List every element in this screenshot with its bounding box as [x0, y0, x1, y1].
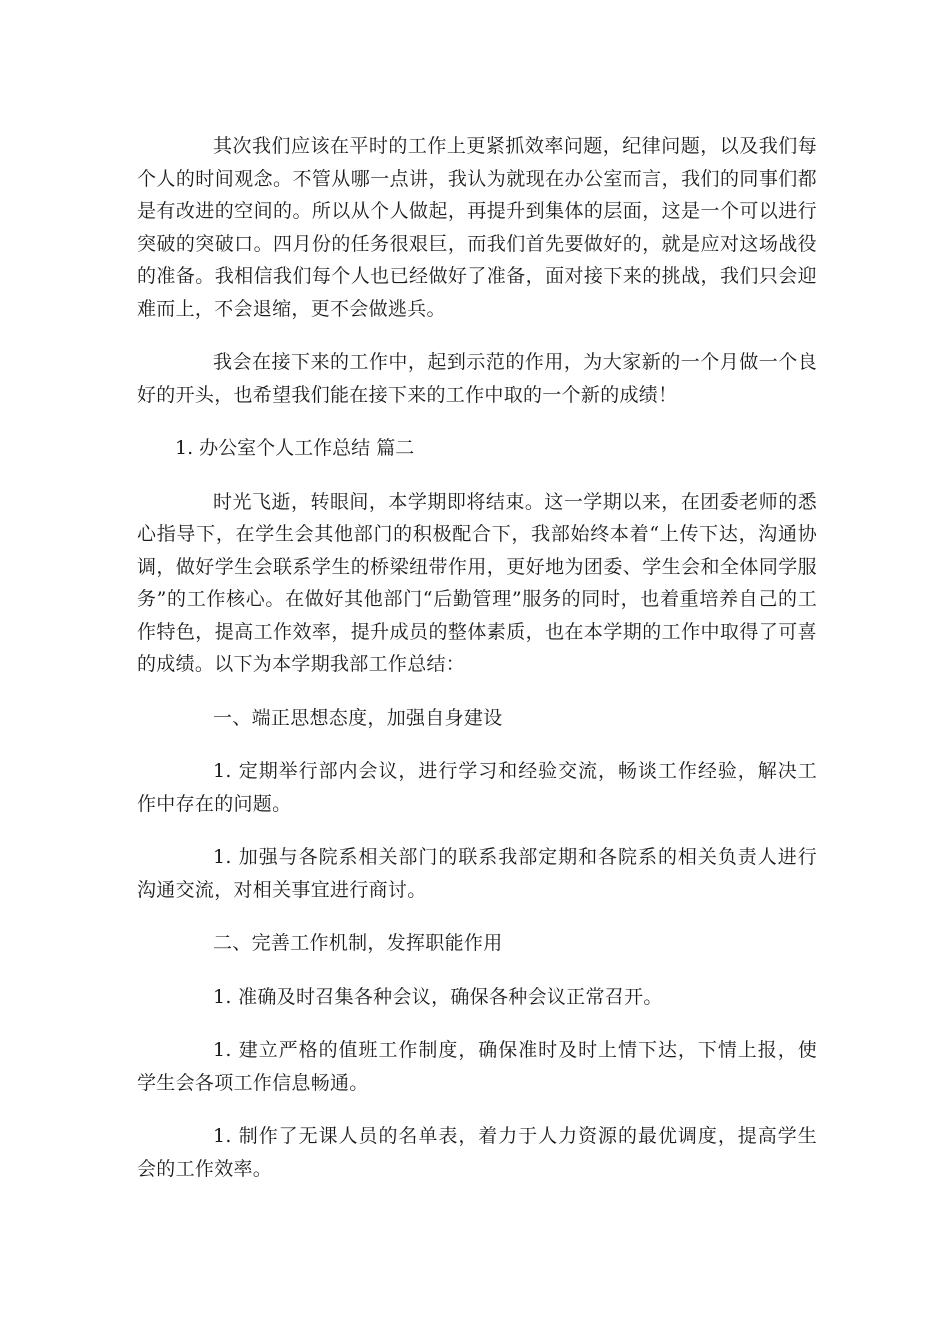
list-item-meetings: 1. 定期举行部内会议，进行学习和经验交流，畅谈工作经验，解决工作中存在的问题。	[137, 760, 817, 815]
subheading-mechanism: 二、完善工作机制，发挥职能作用	[213, 932, 503, 954]
list-item-communication: 1. 加强与各院系相关部门的联系我部定期和各院系的相关负责人进行沟通交流，对相关事宜进行商讨。	[137, 846, 817, 901]
list-item-duty-system: 1. 建立严格的值班工作制度，确保准时及时上情下达，下情上报，使学生会各项工作信息畅通。	[137, 1039, 817, 1094]
list-item-roster: 1. 制作了无课人员的名单表，着力于人力资源的最优调度，提高学生会的工作效率。	[137, 1125, 817, 1180]
paragraph-set-example: 我会在接下来的工作中，起到示范的作用，为大家新的一个月做一个良好的开头，也希望我们能在接下来的工作中取的一个新的成绩！	[137, 351, 817, 406]
document-body	[137, 130, 817, 1206]
list-item-convene: 1. 准确及时召集各种会议，确保各种会议正常召开。	[213, 985, 663, 1008]
paragraph-semester-summary: 时光飞逝，转眼间，本学期即将结束。这一学期以来，在团委老师的悉心指导下，在学生会其他部门的积极配合下，我部始终本着“上传下达，沟通协调，做好学生会联系学生的桥梁纽带作用，更好地为团委、学生会和全体同学服务”的工作核心。在做好其他部门“后勤管理”服务的同时，也着重培养自己的工作特色，提高工作效率，提升成员的整体素质，也在本学期的工作中取得了可喜的成绩。以下为本学期我部工作总结：	[137, 490, 817, 675]
paragraph-efficiency-discipline: 其次我们应该在平时的工作上更紧抓效率问题，纪律问题，以及我们每个人的时间观念。不管从哪一点讲，我认为就现在办公室而言，我们的同事们都是有改进的空间的。所以从个人做起，再提升到集体的层面，这是一个可以进行突破的突破口。四月份的任务很艰巨，而我们首先要做好的，就是应对这场战役的准备。我相信我们每个人也已经做好了准备，面对接下来的挑战，我们只会迎难而上，不会退缩，更不会做逃兵。	[137, 135, 817, 320]
subheading-attitude: 一、端正思想态度，加强自身建设	[213, 706, 503, 729]
section-heading-part-two: 1. 办公室个人工作总结 篇二	[175, 437, 415, 459]
